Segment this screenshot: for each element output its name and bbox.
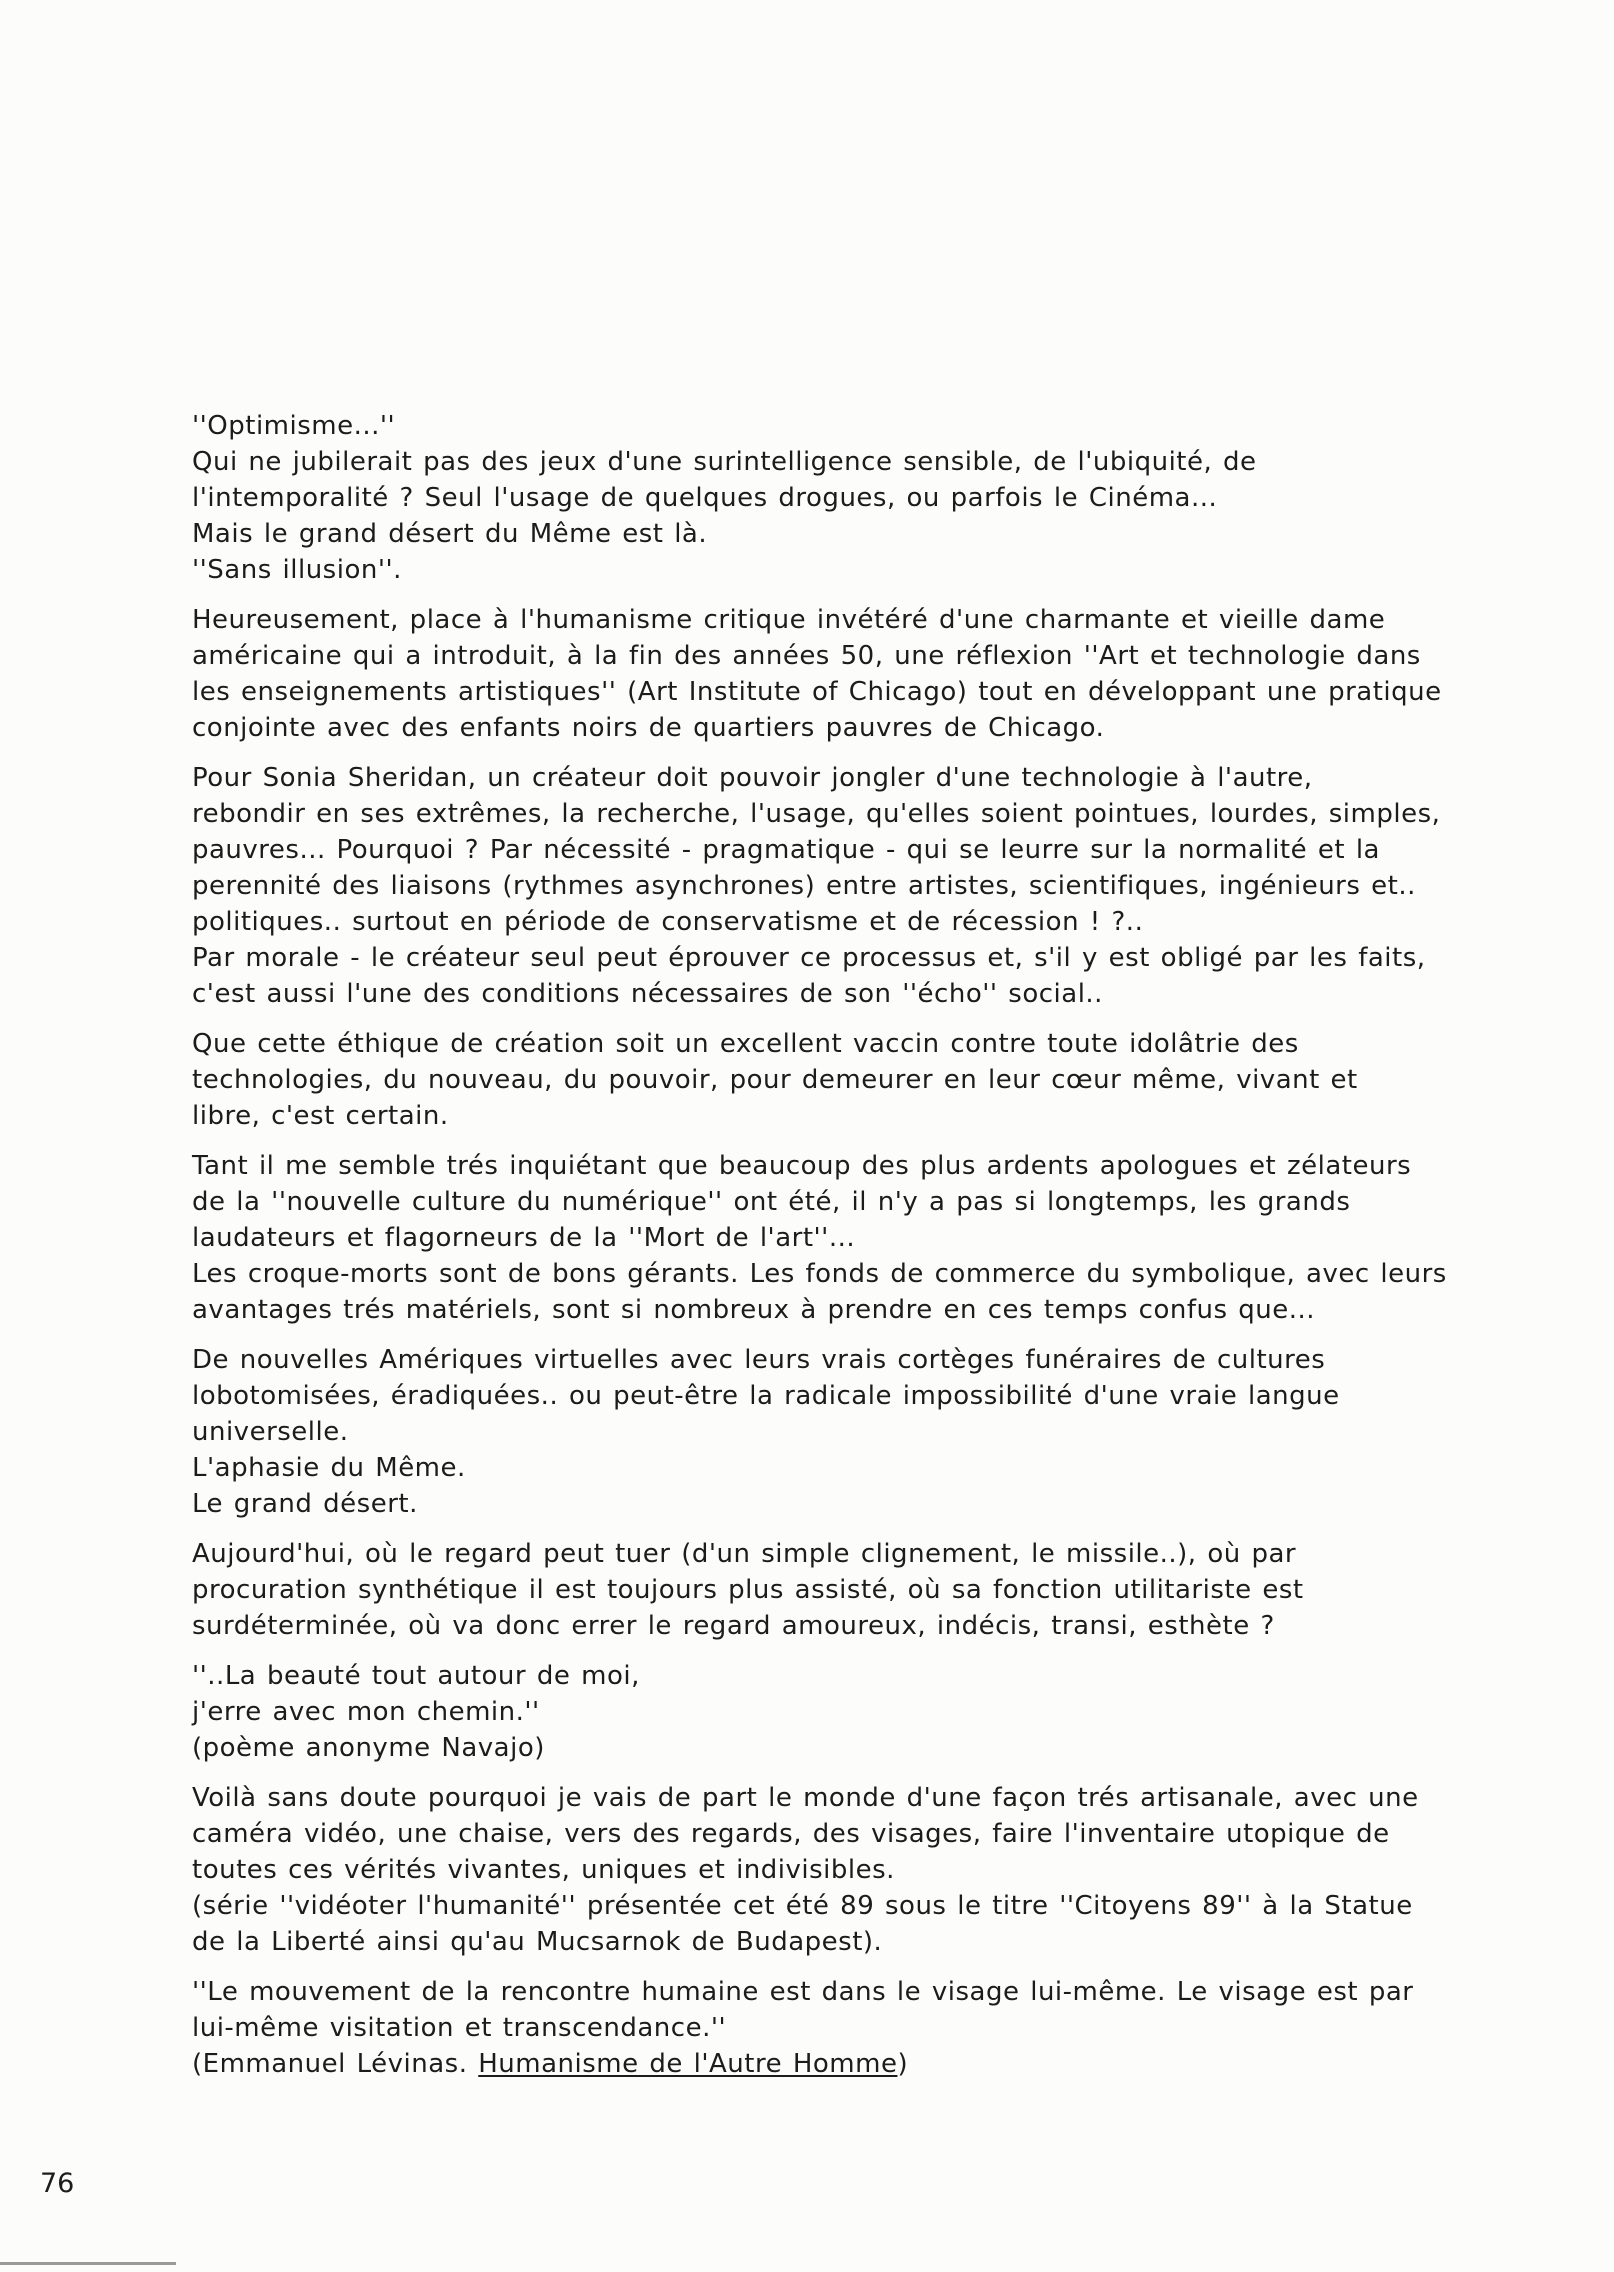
text-line bbox=[192, 940, 1492, 976]
line-text: c'est aussi l'une des conditions nécessaires de son ''écho'' social.. bbox=[192, 979, 1103, 1009]
text-line bbox=[192, 480, 1492, 516]
text-line bbox=[192, 2010, 1492, 2046]
text-line bbox=[192, 1256, 1492, 1292]
line-text: lui-même visitation et transcendance.'' bbox=[192, 2013, 727, 2043]
line-text: les enseignements artistiques'' (Art Institute of Chicago) tout en développant une pratique bbox=[192, 677, 1442, 707]
text-line bbox=[192, 444, 1492, 480]
paragraph bbox=[192, 1536, 1492, 1644]
text-line bbox=[192, 1780, 1492, 1816]
text-line bbox=[192, 710, 1492, 746]
text-line bbox=[192, 1608, 1492, 1644]
text-line bbox=[192, 516, 1492, 552]
text-line bbox=[192, 1062, 1492, 1098]
text-line bbox=[192, 904, 1492, 940]
line-text: surdéterminée, où va donc errer le regard amoureux, indécis, transi, esthète ? bbox=[192, 1611, 1275, 1641]
line-text: technologies, du nouveau, du pouvoir, pour demeurer en leur cœur même, vivant et bbox=[192, 1065, 1358, 1095]
body-text bbox=[192, 408, 1492, 2096]
text-line bbox=[192, 760, 1492, 796]
line-text: libre, c'est certain. bbox=[192, 1101, 449, 1131]
text-line bbox=[192, 832, 1492, 868]
text-line bbox=[192, 602, 1492, 638]
line-text: Tant il me semble trés inquiétant que beaucoup des plus ardents apologues et zélateurs bbox=[192, 1151, 1412, 1181]
line-text: conjointe avec des enfants noirs de quartiers pauvres de Chicago. bbox=[192, 713, 1105, 743]
text-line bbox=[192, 1974, 1492, 2010]
paragraph bbox=[192, 1342, 1492, 1522]
line-text: ''..La beauté tout autour de moi, bbox=[192, 1661, 640, 1691]
text-line bbox=[192, 674, 1492, 710]
line-text: Voilà sans doute pourquoi je vais de part le monde d'une façon trés artisanale, avec une bbox=[192, 1783, 1419, 1813]
line-text: caméra vidéo, une chaise, vers des regards, des visages, faire l'inventaire utopique de bbox=[192, 1819, 1390, 1849]
text-line bbox=[192, 1486, 1492, 1522]
line-text: politiques.. surtout en période de conservatisme et de récession ! ?.. bbox=[192, 907, 1144, 937]
paragraph bbox=[192, 1974, 1492, 2082]
text-line bbox=[192, 1450, 1492, 1486]
line-text: (série ''vidéoter l'humanité'' présentée cet été 89 sous le titre ''Citoyens 89'' à la Statue bbox=[192, 1891, 1413, 1921]
page-number: 76 bbox=[40, 2168, 75, 2199]
line-text: l'intemporalité ? Seul l'usage de quelques drogues, ou parfois le Cinéma... bbox=[192, 483, 1218, 513]
line-text: Mais le grand désert du Même est là. bbox=[192, 519, 708, 549]
line-text: ''Le mouvement de la rencontre humaine est dans le visage lui-même. Le visage est par bbox=[192, 1977, 1414, 2007]
text-line bbox=[192, 796, 1492, 832]
paragraph bbox=[192, 1658, 1492, 1766]
line-text: américaine qui a introduit, à la fin des années 50, une réflexion ''Art et technologie dans bbox=[192, 641, 1421, 671]
line-text: Pour Sonia Sheridan, un créateur doit pouvoir jongler d'une technologie à l'autre, bbox=[192, 763, 1313, 793]
text-line bbox=[192, 868, 1492, 904]
text-line bbox=[192, 638, 1492, 674]
line-text: Que cette éthique de création soit un excellent vaccin contre toute idolâtrie des bbox=[192, 1029, 1299, 1059]
text-line bbox=[192, 1694, 1492, 1730]
line-text: perennité des liaisons (rythmes asynchrones) entre artistes, scientifiques, ingénieurs et.. bbox=[192, 871, 1416, 901]
text-line bbox=[192, 1658, 1492, 1694]
line-text: universelle. bbox=[192, 1417, 349, 1447]
text-line bbox=[192, 1730, 1492, 1766]
line-text: lobotomisées, éradiquées.. ou peut-être la radicale impossibilité d'une vraie langue bbox=[192, 1381, 1340, 1411]
line-text: de la ''nouvelle culture du numérique'' ont été, il n'y a pas si longtemps, les grands bbox=[192, 1187, 1351, 1217]
line-text: procuration synthétique il est toujours plus assisté, où sa fonction utilitariste est bbox=[192, 1575, 1304, 1605]
line-text: Qui ne jubilerait pas des jeux d'une surintelligence sensible, de l'ubiquité, de bbox=[192, 447, 1257, 477]
text-line bbox=[192, 1536, 1492, 1572]
text-line bbox=[192, 1342, 1492, 1378]
line-text: L'aphasie du Même. bbox=[192, 1453, 466, 1483]
text-line bbox=[192, 1292, 1492, 1328]
paragraph bbox=[192, 1148, 1492, 1328]
line-text: j'erre avec mon chemin.'' bbox=[192, 1697, 540, 1727]
line-text: Heureusement, place à l'humanisme critique invétéré d'une charmante et vieille dame bbox=[192, 605, 1386, 635]
line-text: Aujourd'hui, où le regard peut tuer (d'un simple clignement, le missile..), où par bbox=[192, 1539, 1297, 1569]
text-line bbox=[192, 408, 1492, 444]
line-text: toutes ces vérités vivantes, uniques et indivisibles. bbox=[192, 1855, 895, 1885]
line-text: laudateurs et flagorneurs de la ''Mort de l'art''... bbox=[192, 1223, 856, 1253]
paragraph bbox=[192, 408, 1492, 588]
text-line bbox=[192, 1572, 1492, 1608]
line-text: de la Liberté ainsi qu'au Mucsarnok de Budapest). bbox=[192, 1927, 883, 1957]
line-text: ''Sans illusion''. bbox=[192, 555, 402, 585]
line-tail: ) bbox=[897, 2049, 909, 2079]
line-text: pauvres... Pourquoi ? Par nécessité - pragmatique - qui se leurre sur la normalité et la bbox=[192, 835, 1380, 865]
text-line bbox=[192, 1220, 1492, 1256]
line-text: Par morale - le créateur seul peut éprouver ce processus et, s'il y est obligé par les faits, bbox=[192, 943, 1426, 973]
line-text: (poème anonyme Navajo) bbox=[192, 1733, 545, 1763]
text-line bbox=[192, 1098, 1492, 1134]
paragraph bbox=[192, 1026, 1492, 1134]
text-line bbox=[192, 1026, 1492, 1062]
book-title: Humanisme de l'Autre Homme bbox=[478, 2049, 898, 2079]
line-text: Les croque-morts sont de bons gérants. Les fonds de commerce du symbolique, avec leurs bbox=[192, 1259, 1447, 1289]
text-line bbox=[192, 1888, 1492, 1924]
text-line bbox=[192, 552, 1492, 588]
text-line bbox=[192, 1414, 1492, 1450]
bottom-rule bbox=[0, 2262, 176, 2265]
line-text: avantages trés matériels, sont si nombreux à prendre en ces temps confus que... bbox=[192, 1295, 1316, 1325]
line-text: De nouvelles Amériques virtuelles avec leurs vrais cortèges funéraires de cultures bbox=[192, 1345, 1326, 1375]
text-line bbox=[192, 1378, 1492, 1414]
text-line bbox=[192, 1184, 1492, 1220]
paragraph bbox=[192, 1780, 1492, 1960]
text-line bbox=[192, 1816, 1492, 1852]
paragraph bbox=[192, 760, 1492, 1012]
line-text: (Emmanuel Lévinas. bbox=[192, 2049, 479, 2079]
text-line bbox=[192, 2046, 1492, 2082]
text-line bbox=[192, 976, 1492, 1012]
text-line bbox=[192, 1148, 1492, 1184]
line-text: rebondir en ses extrêmes, la recherche, l'usage, qu'elles soient pointues, lourdes, simples, bbox=[192, 799, 1441, 829]
text-line bbox=[192, 1852, 1492, 1888]
paragraph bbox=[192, 602, 1492, 746]
text-line bbox=[192, 1924, 1492, 1960]
line-text: Le grand désert. bbox=[192, 1489, 418, 1519]
line-text: ''Optimisme...'' bbox=[192, 411, 396, 441]
